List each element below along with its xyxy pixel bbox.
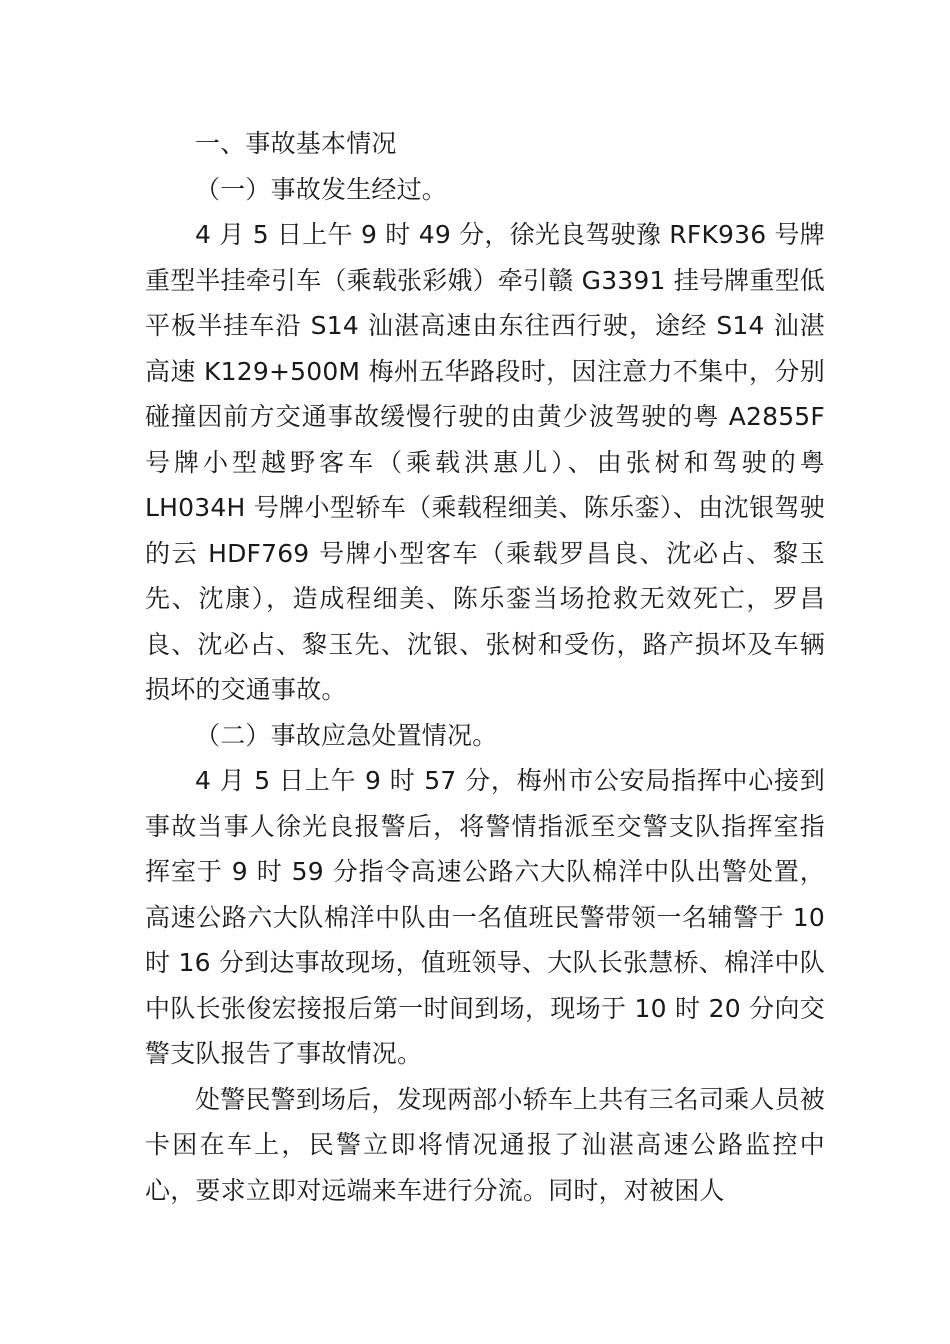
document-body <box>145 121 825 1213</box>
paragraph-rescue-actions: 处警民警到场后，发现两部小轿车上共有三名司乘人员被卡困在车上，民警立即将情况通报了汕湛高速公路监控中心，要求立即对远端来车进行分流。同时，对被困人 <box>145 1084 826 1205</box>
subsection-heading-accident-process: （一）事故发生经过。 <box>195 174 448 204</box>
paragraph-accident-process: 4 月 5 日上午 9 时 49 分，徐光良驾驶豫 RFK936 号牌重型半挂牵引车（乘载张彩娥）牵引赣 G3391 挂号牌重型低平板半挂车沿 S14 汕湛高速由东往西行驶，途经 S14 汕湛高速 K129+500M 梅州五华路段时，因注意力不集中，分别碰撞因前方交通事故缓慢行驶的由黄少波驾驶的粤 A2855F 号牌小型越野客车（乘载洪惠儿）、由张树和驾驶的粤 LH034H 号牌小型轿车（乘载程细美、陈乐銮）、由沈银驾驶的云 HDF769 号牌小型客车（乘载罗昌良、沈必占、黎玉先、沈康），造成程细美、陈乐銮当场抢救无效死亡，罗昌良、沈必占、黎玉先、沈银、张树和受伤，路产损坏及车辆损坏的交通事故。 <box>145 220 825 704</box>
subsection-heading-emergency-response: （二）事故应急处置情况。 <box>195 720 498 750</box>
section-heading: 一、事故基本情况 <box>195 129 397 158</box>
paragraph-emergency-response: 4 月 5 日上午 9 时 57 分，梅州市公安局指挥中心接到事故当事人徐光良报警后，将警情指派至交警支队指挥室指挥室于 9 时 59 分指令高速公路六大队棉洋中队出警处置，高速公路六大队棉洋中队由一名值班民警带领一名辅警于 10 时 16 分到达事故现场，值班领导、大队长张慧桥、棉洋中队中队长张俊宏接报后第一时间到场，现场于 10 时 20 分向交警支队报告了事故情况。 <box>145 766 825 1068</box>
